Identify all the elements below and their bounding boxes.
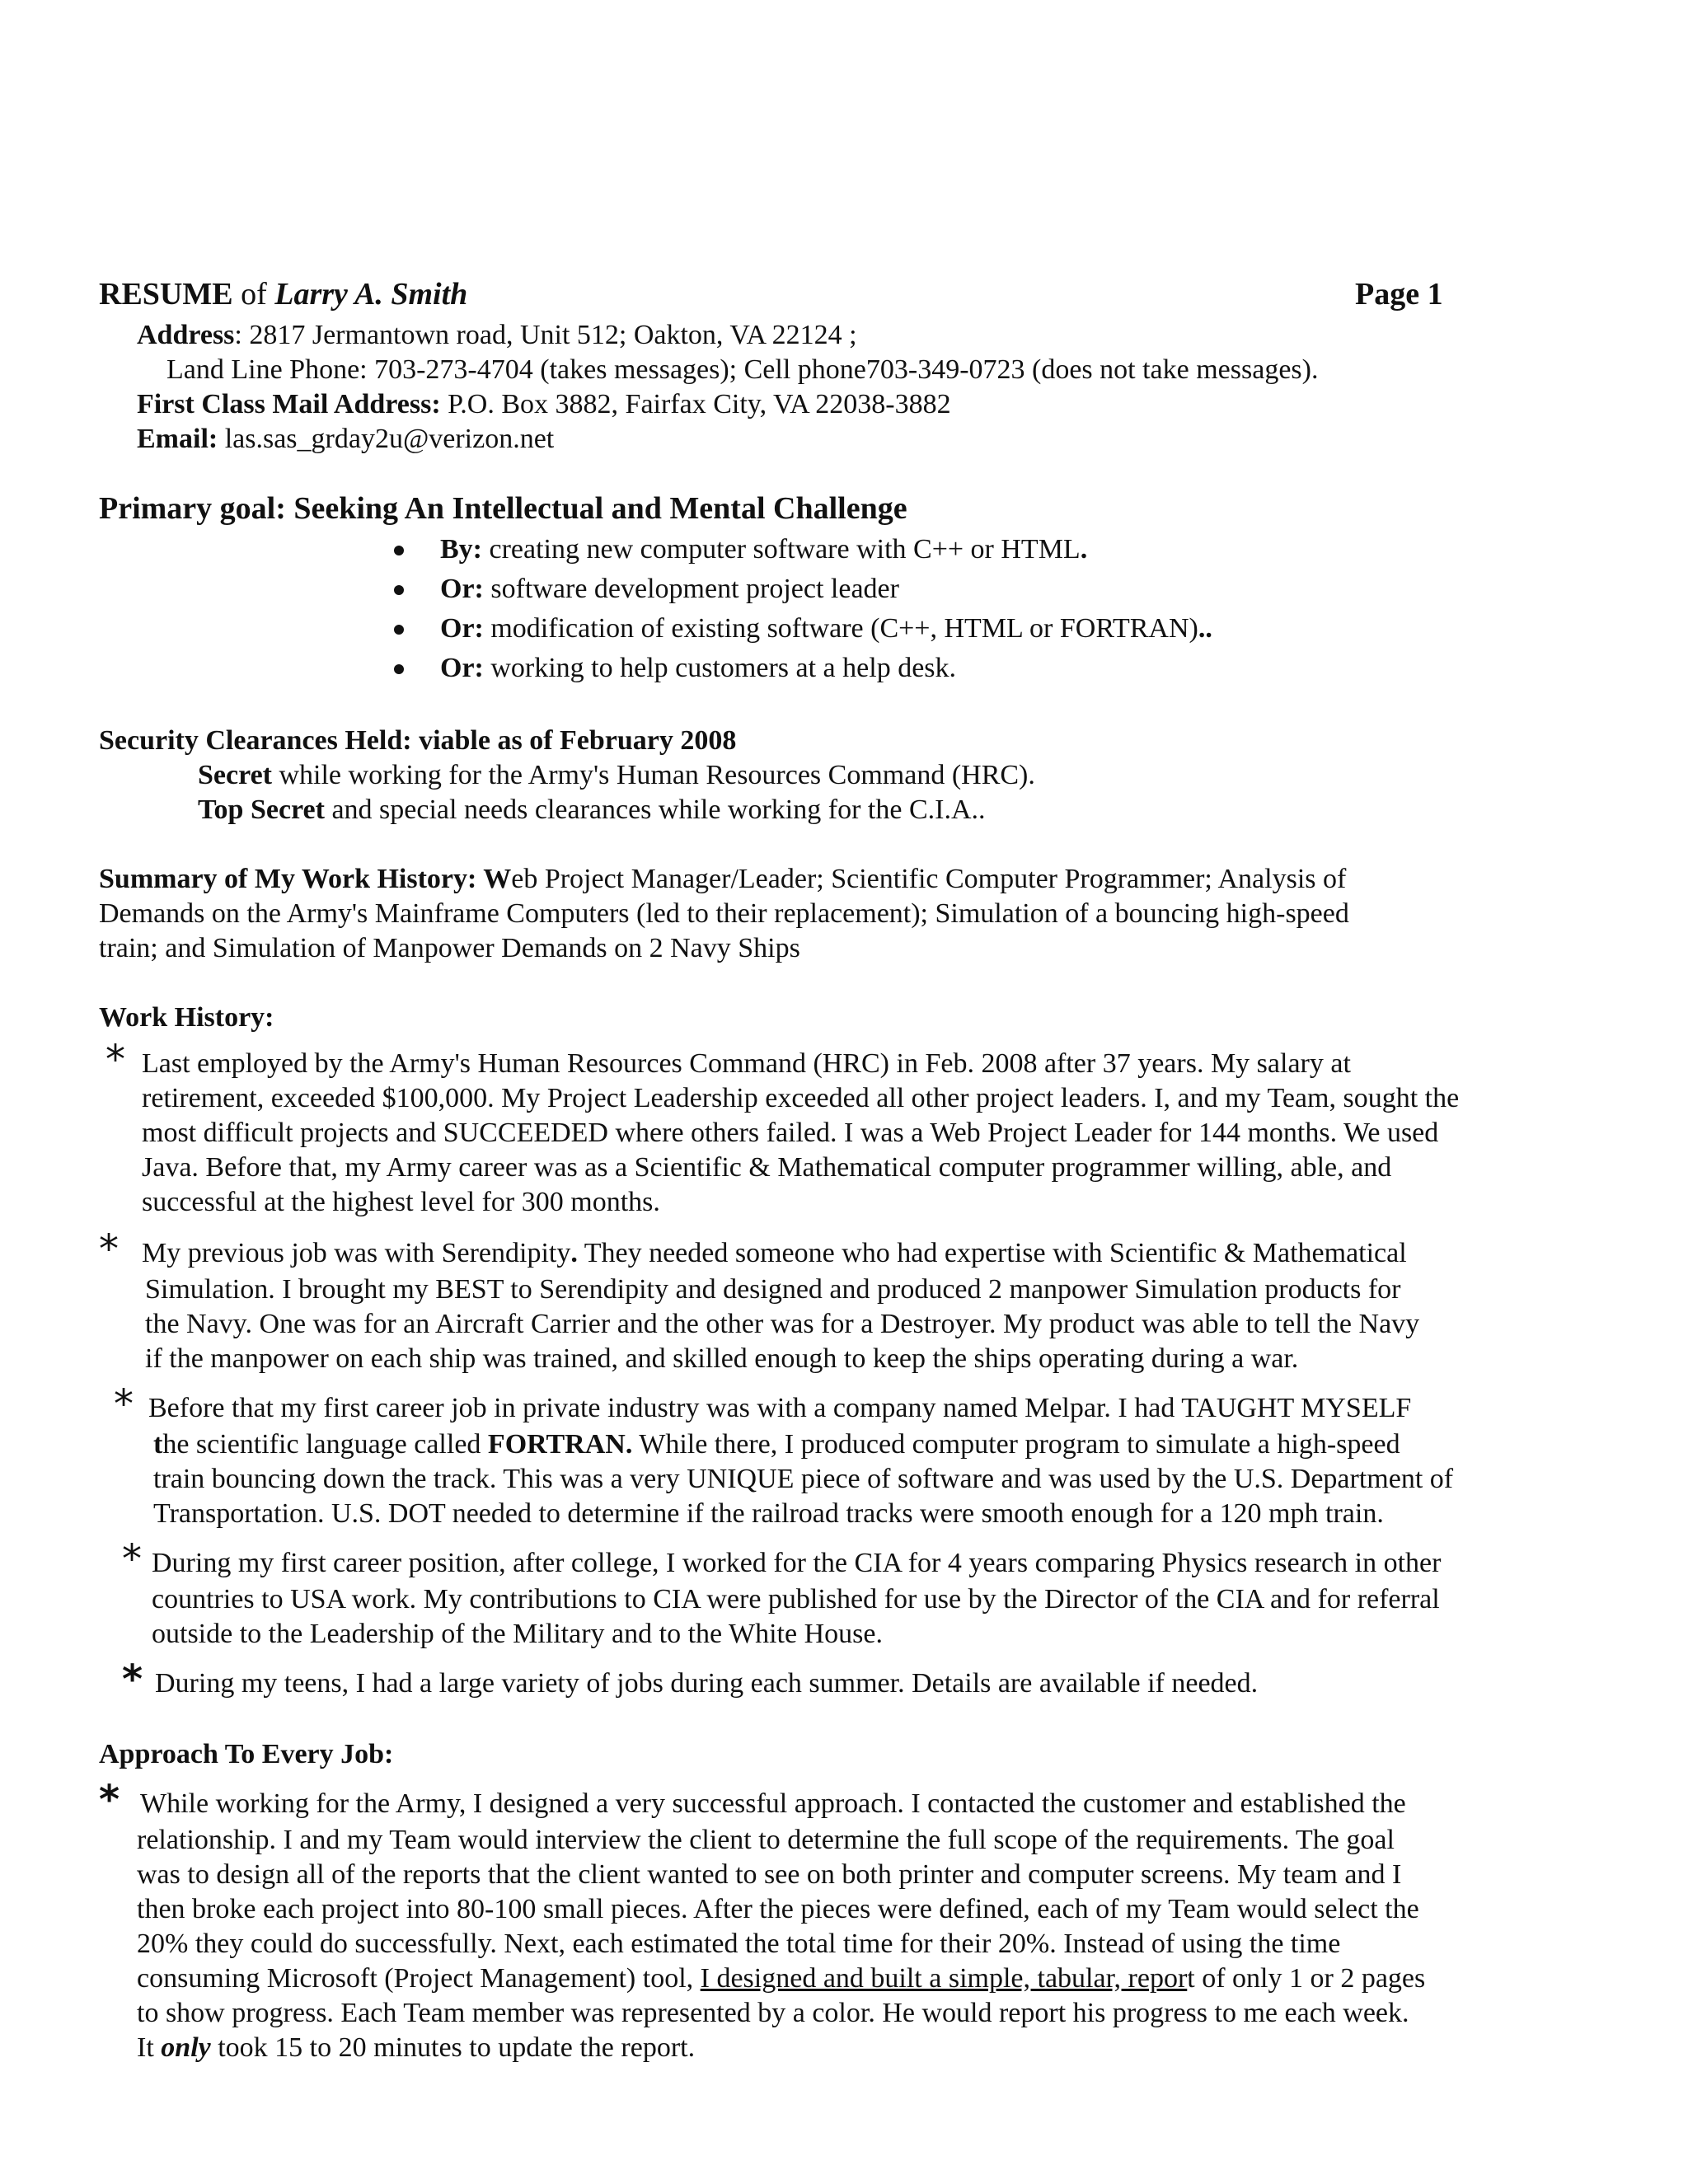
email-value: las.sas_grday2u@verizon.net — [218, 424, 555, 454]
approach-line: 20% they could do successfully. Next, each estimated the total time for their 20%. Instead of using the time — [137, 1929, 1341, 1959]
primary-goal-heading: Primary goal: Seeking An Intellectual and Mental Challenge — [99, 491, 907, 526]
summary-line: Demands on the Army's Mainframe Computers (led to their replacement); Simulation of a bouncing high-speed — [99, 898, 1349, 929]
work-entry-line — [153, 1427, 1400, 1462]
address-line — [137, 318, 857, 353]
resume-title — [99, 277, 467, 312]
goal-item-lead: Or: — [440, 613, 484, 644]
work-entry-line: Before that my first career job in private industry was with a company named Melpar. I had TAUGHT MYSELF — [148, 1393, 1412, 1423]
approach-text: t of only 1 or 2 pages — [1187, 1963, 1426, 1994]
work-entry-line: retirement, exceeded $100,000. My Project Leadership exceeded all other project leaders. I, and my Team, sought the — [142, 1083, 1460, 1113]
work-entry-text: While there, I produced computer program to simulate a high-speed — [632, 1429, 1400, 1460]
work-entry-line — [142, 1236, 1407, 1271]
work-entry-line: Transportation. U.S. DOT needed to determine if the railroad tracks were smooth enough for a 120 mph train. — [153, 1498, 1384, 1529]
bullet-icon — [394, 625, 404, 635]
approach-line: relationship. I and my Team would interview the client to determine the full scope of the requirements. The goal — [137, 1825, 1395, 1855]
clearance-secret — [198, 758, 1035, 793]
goal-item-lead: Or: — [440, 653, 484, 683]
mail-address-line — [137, 387, 951, 422]
approach-line: While working for the Army, I designed a very successful approach. I contacted the customer and established the — [140, 1788, 1406, 1819]
approach-line: was to design all of the reports that the client wanted to see on both printer and computer screens. My team and I — [137, 1859, 1402, 1890]
top-secret-label: Top Secret — [198, 794, 325, 825]
address-label: Address — [137, 320, 235, 350]
goal-item-text: working to help customers at a help desk. — [483, 653, 957, 683]
goal-item-text: software development project leader — [483, 574, 899, 604]
work-entry-line: if the manpower on each ship was trained, and skilled enough to keep the ships operating during a war. — [145, 1343, 1299, 1374]
goal-item-tail: .. — [1198, 613, 1212, 644]
approach-line: then broke each project into 80-100 small pieces. After the pieces were defined, each of my Team would select the — [137, 1894, 1419, 1924]
fortran-bold: FORTRAN. — [487, 1429, 633, 1460]
work-entry-line: Last employed by the Army's Human Resources Command (HRC) in Feb. 2008 after 37 years. My salary at — [142, 1048, 1351, 1079]
clearance-top-secret — [198, 793, 986, 827]
asterisk-icon: * — [99, 1226, 119, 1272]
approach-line — [137, 2031, 695, 2065]
asterisk-icon: * — [99, 1777, 120, 1823]
summary-label: Summary of My Work History: W — [99, 864, 512, 894]
work-entry-text: he scientific language called — [162, 1429, 488, 1460]
bullet-icon — [394, 664, 404, 674]
goal-item-text: creating new computer software with C++ or HTML — [482, 534, 1081, 565]
asterisk-icon: * — [114, 1381, 134, 1427]
goal-item-lead: By: — [440, 534, 482, 565]
asterisk-icon: * — [106, 1037, 125, 1083]
goal-item — [440, 651, 956, 686]
of-word: of — [232, 277, 275, 312]
top-secret-text: and special needs clearances while working for the C.I.A.. — [324, 794, 986, 825]
approach-text: took 15 to 20 minutes to update the report. — [210, 2032, 696, 2063]
work-entry-line: Simulation. I brought my BEST to Serendipity and designed and produced 2 manpower Simulation products for — [145, 1274, 1401, 1305]
resume-word: RESUME — [99, 277, 233, 312]
goal-item-text: modification of existing software (C++, HTML or FORTRAN) — [483, 613, 1198, 644]
mail-label: First Class Mail Address: — [137, 389, 441, 419]
work-history-heading: Work History: — [99, 1002, 274, 1033]
work-entry-text: They needed someone who had expertise with Scientific & Mathematical — [577, 1238, 1407, 1268]
work-entry-line: Java. Before that, my Army career was as a Scientific & Mathematical computer programmer willing, able, and — [142, 1152, 1392, 1183]
mail-value: P.O. Box 3882, Fairfax City, VA 22038-3882 — [440, 389, 951, 419]
email-line — [137, 422, 554, 457]
approach-text: consuming Microsoft (Project Management) tool, — [137, 1963, 701, 1994]
work-entry-dot: . — [570, 1238, 578, 1268]
goal-item-lead: Or: — [440, 574, 484, 604]
approach-text: It — [137, 2032, 162, 2063]
goal-item — [440, 532, 1087, 567]
work-entry-text: My previous job was with Serendipity — [142, 1238, 571, 1268]
bullet-icon — [394, 546, 404, 555]
address-value: : 2817 Jermantown road, Unit 512; Oakton, VA 22124 ; — [234, 320, 857, 350]
approach-emphasis: only — [161, 2032, 211, 2063]
summary-line — [99, 862, 1346, 897]
email-label: Email: — [137, 424, 218, 454]
secret-label: Secret — [198, 760, 272, 790]
work-entry-bold-letter: t — [153, 1429, 163, 1460]
work-entry-line: outside to the Leadership of the Military and to the White House. — [152, 1619, 883, 1649]
clearances-heading: Security Clearances Held: viable as of February 2008 — [99, 725, 737, 756]
summary-line: train; and Simulation of Manpower Demands on 2 Navy Ships — [99, 933, 800, 963]
summary-text: eb Project Manager/Leader; Scientific Computer Programmer; Analysis of — [511, 864, 1347, 894]
work-entry-line: most difficult projects and SUCCEEDED where others failed. I was a Web Project Leader for 144 months. We used — [142, 1118, 1439, 1148]
goal-item — [440, 612, 1212, 646]
work-entry-line: countries to USA work. My contributions to CIA were published for use by the Director of the CIA and for referral — [152, 1584, 1440, 1615]
work-entry-line: train bouncing down the track. This was a very UNIQUE piece of software and was used by the U.S. Department of — [153, 1464, 1454, 1494]
page-number: Page 1 — [1355, 277, 1443, 312]
approach-underlined-text: I designed and built a simple, tabular, repor — [700, 1963, 1188, 1994]
work-entry-line: the Navy. One was for an Aircraft Carrier and the other was for a Destroyer. My product was able to tell the Navy — [145, 1309, 1420, 1339]
approach-heading: Approach To Every Job: — [99, 1739, 394, 1769]
work-entry-line: During my first career position, after college, I worked for the CIA for 4 years comparing Physics research in other — [152, 1548, 1442, 1578]
goal-item — [440, 572, 899, 607]
work-entry-line: successful at the highest level for 300 months. — [142, 1187, 660, 1217]
secret-text: while working for the Army's Human Resources Command (HRC). — [271, 760, 1035, 790]
approach-line: to show progress. Each Team member was represented by a color. He would report his progress to me each week. — [137, 1998, 1409, 2028]
bullet-icon — [394, 585, 404, 595]
asterisk-icon: * — [122, 1657, 143, 1703]
goal-item-tail: . — [1080, 534, 1088, 565]
candidate-name: Larry A. Smith — [274, 277, 468, 312]
phone-line: Land Line Phone: 703-273-4704 (takes messages); Cell phone703-349-0723 (does not take messages). — [166, 354, 1319, 385]
approach-line — [137, 1961, 1425, 1996]
work-entry-line: During my teens, I had a large variety of jobs during each summer. Details are available if needed. — [155, 1668, 1259, 1699]
asterisk-icon: * — [122, 1536, 142, 1582]
